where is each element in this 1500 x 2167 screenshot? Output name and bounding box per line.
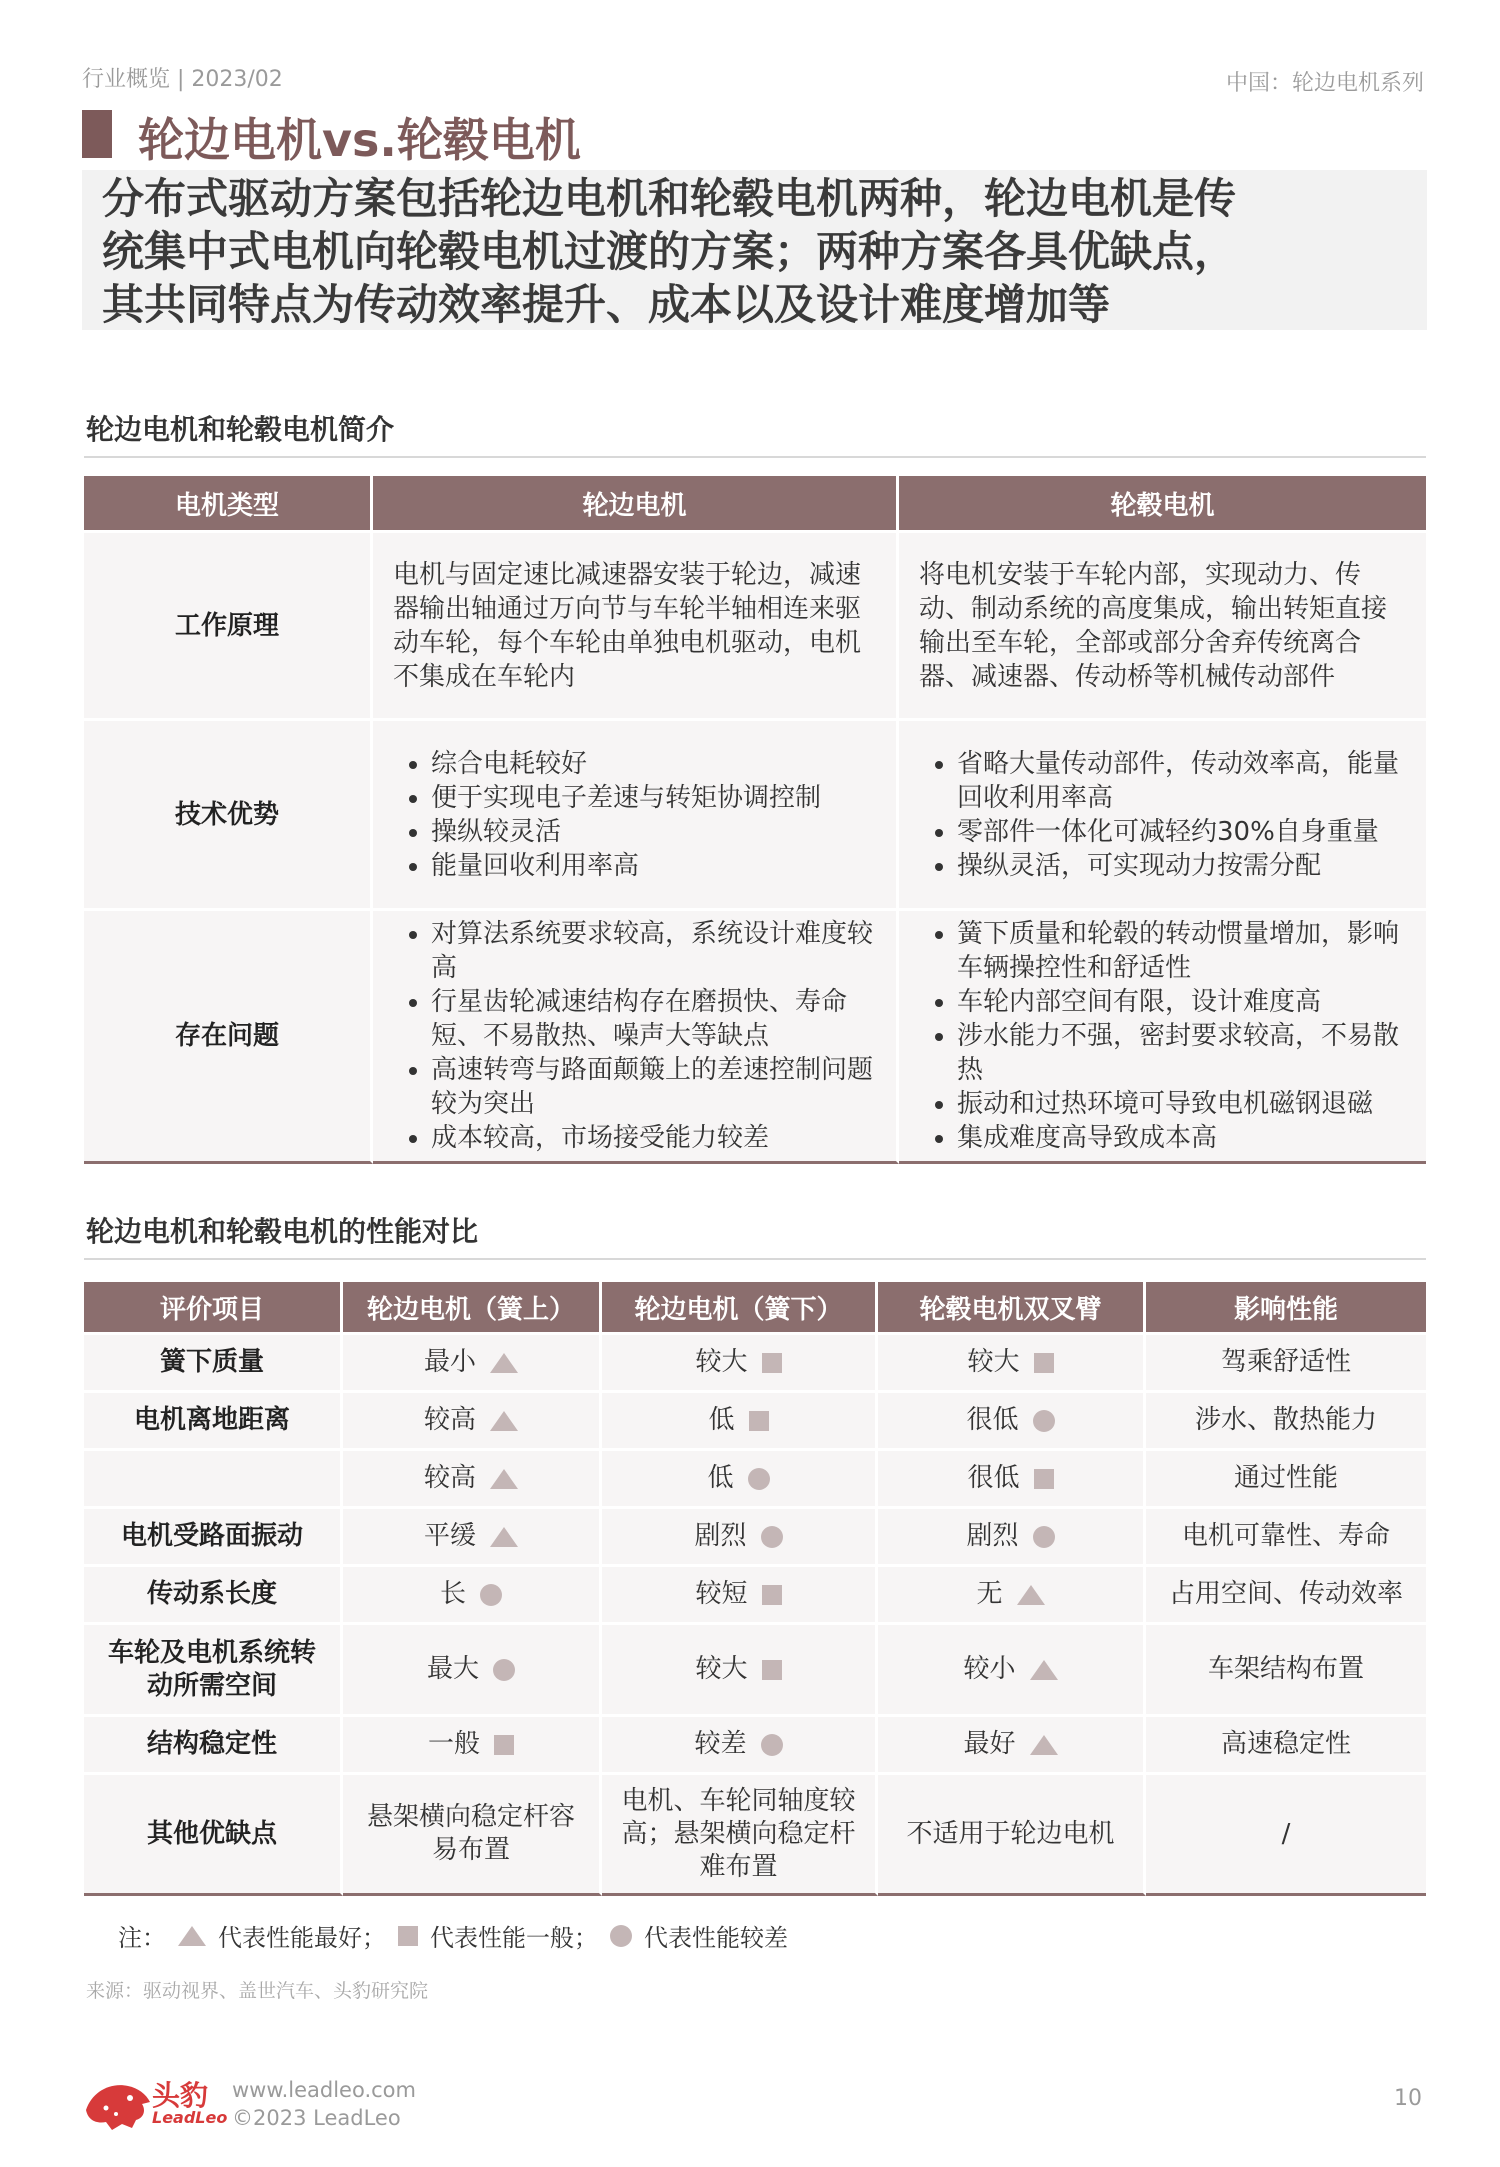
- summary-line: 分布式驱动方案包括轮边电机和轮毂电机两种，轮边电机是传: [102, 174, 1237, 223]
- impact-cell: 占用空间、传动效率: [1146, 1564, 1426, 1622]
- cell-list: [373, 718, 899, 908]
- section-divider: [84, 456, 1426, 458]
- rating-cell: [602, 1622, 878, 1714]
- table-row: [84, 1714, 1426, 1772]
- footer-links: [232, 2076, 416, 2132]
- legend-best: 代表性能最好；: [218, 1924, 386, 1952]
- rating-value: 一般: [427, 1729, 480, 1759]
- list-item: • 成本较高，市场接受能力较差: [431, 1121, 876, 1155]
- list-item: • 操纵灵活，可实现动力按需分配: [957, 849, 1406, 883]
- triangle-icon: [490, 1411, 518, 1431]
- rating-value: 较高: [423, 1463, 476, 1493]
- legend: [118, 1918, 788, 1953]
- row-label: 技术优势: [84, 718, 373, 908]
- list-item: • 集成难度高导致成本高: [957, 1121, 1406, 1155]
- section-title-intro: 轮边电机和轮毂电机简介: [86, 413, 395, 446]
- rating-value: 较小: [963, 1654, 1016, 1684]
- list-item: • 省略大量传动部件，传动效率高，能量回收利用率高: [957, 747, 1406, 815]
- square-icon: [398, 1926, 418, 1946]
- square-icon: [494, 1735, 514, 1755]
- row-label: 车轮及电机系统转动所需空间: [84, 1622, 343, 1714]
- other-cell: 电机、车轮同轴度较高；悬架横向稳定杆难布置: [602, 1772, 878, 1896]
- list-item: • 操纵较灵活: [431, 815, 876, 849]
- row-label: 存在问题: [84, 908, 373, 1164]
- impact-cell: 电机可靠性、寿命: [1146, 1506, 1426, 1564]
- col-header-hub-double-wishbone: 轮毂电机双叉臂: [878, 1282, 1146, 1332]
- cell-text: 电机与固定速比减速器安装于轮边，减速器输出轴通过万向节与车轮半轴相连来驱动车轮，每个车轮由单独电机驱动，电机不集成在车轮内: [373, 530, 899, 718]
- row-label: 传动系长度: [84, 1564, 343, 1622]
- rating-value: 较差: [694, 1729, 747, 1759]
- rating-value: 无: [976, 1579, 1003, 1609]
- rating-value: 低: [707, 1463, 734, 1493]
- circle-icon: [1033, 1526, 1055, 1548]
- rating-value: 较大: [695, 1347, 748, 1377]
- row-label: 电机受路面振动: [84, 1506, 343, 1564]
- rating-value: 很低: [967, 1463, 1020, 1493]
- rating-value: 平缓: [423, 1521, 476, 1551]
- impact-cell: 高速稳定性: [1146, 1714, 1426, 1772]
- list-item: • 零部件一体化可减轻约30%自身重量: [957, 815, 1406, 849]
- col-header-wheel-side-sprung: 轮边电机（簧上）: [343, 1282, 602, 1332]
- title-accent-bar: [82, 110, 112, 158]
- rating-value: 较短: [695, 1579, 748, 1609]
- circle-icon: [748, 1468, 770, 1490]
- page-title: 轮边电机vs.轮毂电机: [138, 113, 581, 167]
- circle-icon: [1033, 1410, 1055, 1432]
- triangle-icon: [1030, 1735, 1058, 1755]
- col-header-impact: 影响性能: [1146, 1282, 1426, 1332]
- triangle-icon: [490, 1353, 518, 1373]
- impact-cell: 驾乘舒适性: [1146, 1332, 1426, 1390]
- list-item: • 综合电耗较好: [431, 747, 876, 781]
- section-divider: [84, 1258, 1426, 1260]
- cell-list: [899, 718, 1426, 908]
- square-icon: [762, 1585, 782, 1605]
- summary-line: 其共同特点为传动效率提升、成本以及设计难度增加等: [102, 280, 1111, 329]
- col-header-wheel-side: 轮边电机: [373, 476, 899, 530]
- legend-poor: 代表性能较差: [644, 1924, 788, 1952]
- circle-icon: [761, 1526, 783, 1548]
- header-category: 行业概览 | 2023/02: [82, 67, 283, 92]
- table-row: [84, 1564, 1426, 1622]
- footer-copyright: ©2023 LeadLeo: [232, 2106, 401, 2130]
- rating-cell: [878, 1622, 1146, 1714]
- rating-cell: [343, 1448, 602, 1506]
- triangle-icon: [1017, 1585, 1045, 1605]
- impact-cell: /: [1146, 1772, 1426, 1896]
- legend-prefix: 注：: [118, 1924, 166, 1952]
- square-icon: [762, 1353, 782, 1373]
- circle-icon: [761, 1734, 783, 1756]
- rating-cell: [878, 1448, 1146, 1506]
- rating-value: 最好: [963, 1729, 1016, 1759]
- rating-cell: [878, 1390, 1146, 1448]
- performance-comparison-table: [84, 1282, 1426, 1896]
- logo-text-cn: 头豹: [152, 2079, 209, 2112]
- rating-cell: [602, 1564, 878, 1622]
- triangle-icon: [178, 1926, 206, 1946]
- source-note: 来源：驱动视界、盖世汽车、头豹研究院: [86, 1980, 429, 2002]
- row-label: 电机离地距离: [84, 1390, 343, 1448]
- rating-value: 较大: [695, 1654, 748, 1684]
- rating-value: 长: [439, 1579, 466, 1609]
- circle-icon: [493, 1659, 515, 1681]
- cell-list: [899, 908, 1426, 1164]
- rating-value: 剧烈: [694, 1521, 747, 1551]
- row-label: 结构稳定性: [84, 1714, 343, 1772]
- section-title-comparison: 轮边电机和轮毂电机的性能对比: [86, 1215, 479, 1248]
- rating-cell: [878, 1332, 1146, 1390]
- table-row: [84, 1448, 1426, 1506]
- table-row: [84, 1390, 1426, 1448]
- list-item: • 车轮内部空间有限，设计难度高: [957, 985, 1406, 1019]
- rating-cell: [343, 1564, 602, 1622]
- logo-text-en: LeadLeo: [152, 2108, 228, 2127]
- footer-url[interactable]: www.leadleo.com: [232, 2078, 416, 2102]
- table-row: [84, 1772, 1426, 1896]
- impact-cell: 通过性能: [1146, 1448, 1426, 1506]
- col-header-item: 评价项目: [84, 1282, 343, 1332]
- triangle-icon: [490, 1527, 518, 1547]
- cell-list: [373, 908, 899, 1164]
- row-label: 其他优缺点: [84, 1772, 343, 1896]
- square-icon: [762, 1660, 782, 1680]
- rating-cell: [602, 1506, 878, 1564]
- rating-cell: [343, 1390, 602, 1448]
- list-item: • 涉水能力不强，密封要求较高，不易散热: [957, 1019, 1406, 1087]
- table-row: [84, 718, 1426, 908]
- rating-cell: [343, 1332, 602, 1390]
- list-item: • 便于实现电子差速与转矩协调控制: [431, 781, 876, 815]
- table-row: [84, 1506, 1426, 1564]
- triangle-icon: [490, 1469, 518, 1489]
- circle-icon: [610, 1925, 632, 1947]
- table-row: [84, 1622, 1426, 1714]
- rating-cell: [878, 1564, 1146, 1622]
- list-item: • 对算法系统要求较高，系统设计难度较高: [431, 917, 876, 985]
- rating-value: 最小: [423, 1347, 476, 1377]
- rating-cell: [602, 1448, 878, 1506]
- list-item: • 能量回收利用率高: [431, 849, 876, 883]
- summary-line: 统集中式电机向轮毂电机过渡的方案；两种方案各具优缺点，: [102, 227, 1237, 276]
- row-label: 工作原理: [84, 530, 373, 718]
- leopard-logo-icon: [82, 2076, 154, 2132]
- cell-text: 将电机安装于车轮内部，实现动力、传动、制动系统的高度集成，输出转矩直接输出至车轮，全部或部分舍弃传统离合器、减速器、传动桥等机械传动部件: [899, 530, 1426, 718]
- rating-cell: [878, 1506, 1146, 1564]
- col-header-wheel-side-unsprung: 轮边电机（簧下）: [602, 1282, 878, 1332]
- rating-cell: [343, 1622, 602, 1714]
- header-series: 中国：轮边电机系列: [1225, 71, 1424, 96]
- table-row: [84, 1332, 1426, 1390]
- row-label: [84, 1448, 343, 1506]
- table-row: [84, 908, 1426, 1164]
- page-number: 10: [1394, 2086, 1422, 2111]
- rating-cell: [343, 1714, 602, 1772]
- col-header-hub: 轮毂电机: [899, 476, 1426, 530]
- rating-value: 低: [708, 1405, 735, 1435]
- rating-cell: [878, 1714, 1146, 1772]
- other-cell: 悬架横向稳定杆容易布置: [343, 1772, 602, 1896]
- list-item: • 振动和过热环境可导致电机磁钢退磁: [957, 1087, 1406, 1121]
- rating-cell: [602, 1332, 878, 1390]
- rating-cell: [343, 1506, 602, 1564]
- list-item: • 高速转弯与路面颠簸上的差速控制问题较为突出: [431, 1053, 876, 1121]
- impact-cell: 车架结构布置: [1146, 1622, 1426, 1714]
- table-row: [84, 530, 1426, 718]
- rating-value: 剧烈: [966, 1521, 1019, 1551]
- impact-cell: 涉水、散热能力: [1146, 1390, 1426, 1448]
- legend-normal: 代表性能一般；: [430, 1924, 598, 1952]
- rating-value: 较高: [423, 1405, 476, 1435]
- summary-box: [82, 170, 1427, 330]
- rating-cell: [602, 1390, 878, 1448]
- rating-value: 很低: [966, 1405, 1019, 1435]
- rating-value: 最大: [426, 1654, 479, 1684]
- rating-cell: [602, 1714, 878, 1772]
- list-item: • 行星齿轮减速结构存在磨损快、寿命短、不易散热、噪声大等缺点: [431, 985, 876, 1053]
- square-icon: [749, 1411, 769, 1431]
- motor-intro-table: [84, 476, 1426, 1164]
- list-item: • 簧下质量和轮毂的转动惯量增加，影响车辆操控性和舒适性: [957, 917, 1406, 985]
- triangle-icon: [1030, 1660, 1058, 1680]
- rating-value: 较大: [967, 1347, 1020, 1377]
- other-cell: 不适用于轮边电机: [878, 1772, 1146, 1896]
- col-header-motor-type: 电机类型: [84, 476, 373, 530]
- circle-icon: [480, 1584, 502, 1606]
- row-label: 簧下质量: [84, 1332, 343, 1390]
- square-icon: [1034, 1353, 1054, 1373]
- square-icon: [1034, 1469, 1054, 1489]
